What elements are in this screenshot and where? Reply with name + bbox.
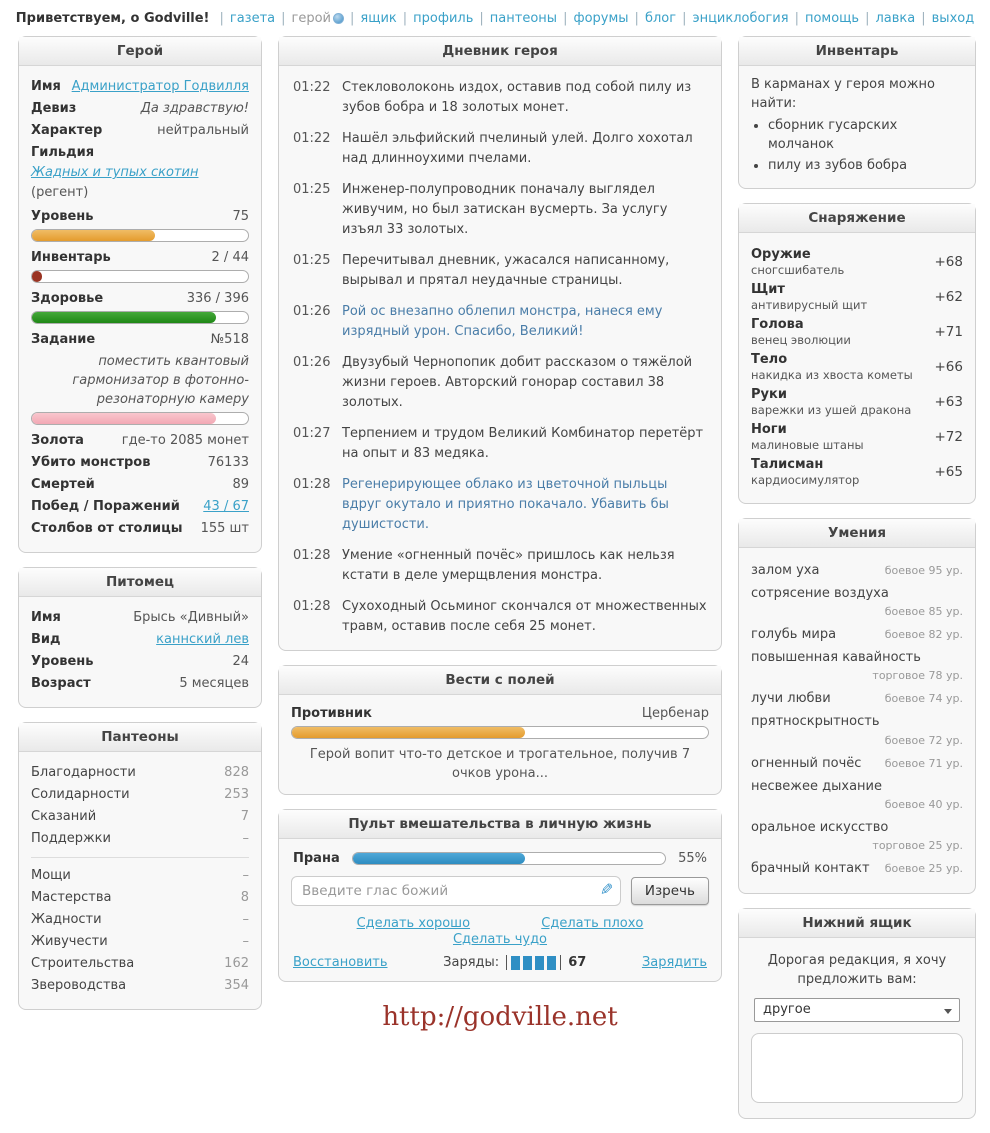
hero-level-row [31,207,249,227]
equipment-bonus: +72 [934,429,963,445]
hero-name-row [31,77,249,97]
equipment-bonus: +63 [934,394,963,410]
pantheon-row [31,954,249,974]
diary-entry-text: Стекловолоконь издох, оставив под собой пилу из зубов бобра и 18 золотых монет. [342,80,692,115]
control-panel-title: Пульт вмешательства в личную жизнь [279,810,721,839]
equipment-bonus: +68 [934,254,963,270]
influence-links-row [321,916,679,931]
hero-deaths-value: 89 [232,477,249,492]
hero-deaths-label: Смертей [31,477,95,492]
nav-item [213,11,275,26]
skill-row [751,625,963,644]
charges-row [293,955,707,970]
diary-entry-text: Умение «огненный почёс» пришлось как нельзя кстати в деле умерщвления монстра. [342,548,675,583]
do-good-link[interactable]: Сделать хорошо [356,916,471,931]
pet-age-label: Возраст [31,676,91,691]
skill-level: боевое 74 ур. [884,692,963,705]
pantheon-name: Благодарности [31,765,136,780]
diary-entry [293,302,707,342]
pantheon-value: – [242,912,249,927]
equipment-panel-title: Снаряжение [739,204,975,233]
pet-breed-link[interactable]: каннский лев [156,632,249,647]
pantheons-primary-list [31,763,249,849]
right-column [738,36,976,1133]
level-progressbar [31,229,249,242]
diary-entry-text: Перечитывал дневник, ужасался написанному, вырывал и прятал неудачные страницы. [342,253,670,288]
pantheon-name: Солидарности [31,787,130,802]
pantheon-row [31,932,249,952]
nav-item [473,11,557,26]
diary-entry [293,546,707,586]
equipment-item: антивирусный щит [751,298,868,312]
nav-list [213,11,974,26]
enemy-row [291,704,709,724]
pantheon-row [31,785,249,805]
top-nav [0,0,990,34]
skill-row [751,584,963,621]
pet-level-value: 24 [232,654,249,669]
skill-level: боевое 71 ур. [884,757,963,770]
hero-health-value: 336 / 396 [186,291,249,306]
diary-entry-text: Двузубый Чернопопик добит рассказом о тяжёлой жизни героев. Авторский гонорар составил 38 золотых. [342,355,693,410]
nav-item [275,11,344,26]
control-panel [278,809,722,982]
equipment-row [751,282,963,312]
hero-quest-label: Задание [31,332,96,347]
prana-row [293,851,707,866]
hero-duels-row [31,497,249,517]
greeting-text: Приветствуем, о Godville! [15,11,210,26]
diary-panel [278,36,722,651]
nav-item [557,11,628,26]
guild-rank: (регент) [31,185,89,200]
pantheon-name: Мощи [31,868,71,883]
equipment-slot: Талисман [751,457,824,472]
skill-name: повышенная кавайность [751,650,921,665]
charges-meter [506,955,561,970]
pantheon-row [31,866,249,886]
diary-entry [293,180,707,240]
enemy-health-progressbar [291,726,709,739]
equipment-slot: Голова [751,317,804,332]
diary-entry-text: Инженер-полупроводник поначалу выглядел живучим, но был затискан вусмерть. За услугу изъял 33 золотых. [342,182,668,237]
diary-entries [279,66,721,650]
hero-health-row [31,289,249,309]
battle-panel [278,665,722,795]
site-link[interactable]: http://godville.net [382,1002,618,1032]
hero-guild-label: Гильдия [31,145,95,160]
equipment-panel [738,203,976,504]
nav-item-label[interactable]: профиль [413,11,474,26]
pantheon-value: – [242,868,249,883]
skills-panel [738,518,976,894]
diary-panel-title: Дневник героя [279,37,721,66]
pantheon-value[interactable]: 828 [224,765,249,780]
hero-duels-label: Побед / Поражений [31,499,180,514]
pantheons-divider [31,857,249,858]
nav-item [629,11,677,26]
enemy-name: Цербенар [641,706,709,721]
pantheon-name: Поддержки [31,831,111,846]
diary-entry-time: 01:28 [293,477,331,492]
nav-item-label[interactable]: энциклобогия [692,11,789,26]
diary-entry-text: Сухоходный Осьминог скончался от множественных травм, оставив после себя 25 монет. [342,599,707,634]
skill-row [751,777,963,814]
diary-entry-time: 01:26 [293,355,331,370]
battle-status-text: Герой вопит что-то детское и трогательное, получив 7 очков урона... [309,747,691,781]
equipment-slot: Оружие [751,247,811,262]
equipment-row [751,352,963,382]
prana-label: Прана [293,851,340,866]
nav-item [344,11,397,26]
skill-level: боевое 85 ур. [884,605,963,618]
nav-item [397,11,474,26]
pantheons-panel [18,722,262,1010]
pantheon-name: Строительства [31,956,135,971]
skill-row [751,818,963,855]
pet-age-row [31,674,249,694]
skill-name: огненный почёс [751,756,862,771]
hero-name-label: Имя [31,79,61,94]
prana-progressbar [352,852,666,865]
pantheon-name: Сказаний [31,809,97,824]
inventory-intro: В карманах у героя можно найти: [751,77,935,111]
pantheon-row [31,763,249,783]
skill-name: оральное искусство [751,820,889,835]
hero-health-label: Здоровье [31,291,104,306]
suggestion-panel-title: Нижний ящик [739,909,975,938]
inventory-panel [738,36,976,189]
pantheon-row [31,910,249,930]
nav-item [789,11,860,26]
equipment-slot: Тело [751,352,788,367]
diary-entry [293,475,707,535]
nav-item-label[interactable]: лавка [875,11,916,26]
skill-row [751,561,963,580]
charges-label: Заряды: [443,955,500,970]
diary-entry-time: 01:26 [293,304,331,319]
equipment-item: кардиосимулятор [751,473,860,487]
miracle-link[interactable]: Сделать чудо [452,932,548,947]
suggestion-prompt: Дорогая редакция, я хочу предложить вам: [767,953,947,987]
pantheons-secondary-list [31,866,249,996]
diary-entry [293,129,707,169]
pet-name-value: Брысь «Дивный» [133,610,249,625]
diary-entry [293,424,707,464]
pantheon-row [31,807,249,827]
hero-inventory-value: 2 / 44 [211,250,249,265]
speak-button[interactable]: Изречь [631,877,709,905]
hero-kills-value: 76133 [207,455,249,470]
hero-panel [18,36,262,553]
skill-name: несвежее дыхание [751,779,883,794]
duels-link[interactable]: 43 / 67 [203,499,249,514]
hero-name-link[interactable]: Администратор Годвилля [71,79,249,94]
nav-item [915,11,974,26]
skill-row [751,754,963,773]
equipment-item: сногсшибатель [751,263,845,277]
pantheon-value: – [242,934,249,949]
main-columns [0,34,990,1133]
nav-item-label[interactable]: блог [644,11,677,26]
pantheon-row [31,829,249,849]
quill-icon[interactable]: ✎ [599,880,613,899]
chevron-down-icon [944,1009,952,1014]
inventory-item: • сборник гусарских молчанок [768,116,963,154]
hero-level-value: 75 [232,209,249,224]
hero-motto-label: Девиз [31,101,77,116]
miracle-row [291,932,709,947]
equipment-row [751,247,963,277]
do-bad-link[interactable]: Сделать плохо [541,916,644,931]
diary-entry-time: 01:27 [293,426,331,441]
skills-list [739,548,975,893]
equipment-slot: Щит [751,282,785,297]
nav-item [676,11,789,26]
skill-level: боевое 72 ур. [884,734,963,747]
skill-name: брачный контакт [751,861,870,876]
pantheon-name: Звероводства [31,978,127,993]
skill-row [751,712,963,750]
suggestion-textarea[interactable] [751,1033,963,1103]
equipment-item: варежки из ушей дракона [751,403,912,417]
skill-level: боевое 95 ур. [884,564,963,577]
skill-level: боевое 40 ур. [884,798,963,811]
health-progressbar [31,311,249,324]
pantheon-name: Мастерства [31,890,112,905]
hero-miles-value: 155 шт [200,521,249,536]
skill-level: боевое 82 ур. [884,628,963,641]
hero-guild-row [31,143,249,203]
equipment-row [751,422,963,452]
skills-panel-title: Умения [739,519,975,548]
hero-nature-label: Характер [31,123,103,138]
nav-item-label[interactable]: ящик [360,11,397,26]
nav-item-label[interactable]: пантеоны [489,11,558,26]
diary-entry [293,353,707,413]
nav-item-label[interactable]: помощь [804,11,860,26]
hero-deaths-row [31,475,249,495]
god-voice-input[interactable] [291,876,621,906]
suggestion-panel [738,908,976,1119]
nav-item-label[interactable]: форумы [573,11,629,26]
nav-hero-dot-icon [333,13,344,24]
hero-miles-row [31,519,249,539]
hero-miles-label: Столбов от столицы [31,521,183,536]
hero-gold-row [31,431,249,451]
equipment-item: малиновые штаны [751,438,864,452]
pet-panel-title: Питомец [19,568,261,597]
equipment-row [751,457,963,487]
nav-item [859,11,915,26]
diary-entry-time: 01:25 [293,182,331,197]
equipment-bonus: +66 [934,359,963,375]
hero-gold-label: Золота [31,433,84,448]
hero-inventory-label: Инвентарь [31,250,111,265]
hero-motto-row [31,99,249,119]
diary-entry-time: 01:22 [293,131,331,146]
skill-name: голубь мира [751,627,837,642]
pet-level-label: Уровень [31,654,94,669]
pantheon-name: Жадности [31,912,102,927]
inventory-list [768,116,963,175]
skill-row [751,689,963,708]
suggestion-select[interactable] [754,998,960,1022]
diary-entry [293,78,707,118]
pet-kind-row [31,630,249,650]
hero-kills-label: Убито монстров [31,455,151,470]
pet-name-row [31,608,249,628]
skill-name: сотрясение воздуха [751,586,889,601]
equipment-row [751,387,963,417]
equipment-row [751,317,963,347]
pantheon-value[interactable]: 162 [224,956,249,971]
hero-motto-value: Да здравствую! [140,101,249,116]
guild-link[interactable]: Жадных и тупых скотин [31,165,199,180]
skill-level: торговое 25 ур. [872,839,963,852]
skill-level: боевое 25 ур. [884,862,963,875]
pantheon-value[interactable]: 253 [224,787,249,802]
equipment-slot: Ноги [751,422,787,437]
quest-text: поместить квантовый гармонизатор в фотонно-резонаторную камеру [72,354,249,407]
equipment-item: венец эволюции [751,333,851,347]
diary-entry-time: 01:28 [293,548,331,563]
diary-entry-text: Рой ос внезапно облепил монстра, нанеся ему изрядный урон. Спасибо, Великий! [342,304,663,339]
hero-quest-row [31,330,249,350]
diary-entry-text: Регенерирующее облако из цветочной пыльцы вдруг окутало и приятно покачало. Убавить бы душистости. [342,477,669,532]
skill-level: торговое 78 ур. [872,669,963,682]
middle-column [278,36,722,1032]
diary-entry-time: 01:28 [293,599,331,614]
quest-progressbar [31,412,249,425]
pantheons-panel-title: Пантеоны [19,723,261,752]
pet-age-value: 5 месяцев [179,676,249,691]
enemy-label: Противник [291,706,372,721]
pantheon-row [31,888,249,908]
diary-entry [293,597,707,637]
left-column [18,36,262,1024]
hero-nature-value: нейтральный [157,123,249,138]
equipment-bonus: +71 [934,324,963,340]
diary-entry-text: Терпением и трудом Великий Комбинатор перетёрт на опыт и 83 медяка. [342,426,704,461]
pantheon-row [31,976,249,996]
diary-entry-time: 01:22 [293,80,331,95]
skill-name: прятноскрытность [751,714,880,729]
suggestion-select-value: другое [763,1002,811,1017]
diary-entry-text: Нашёл эльфийский пчелиный улей. Долго хохотал над длинноухими пчелами. [342,131,693,166]
pet-name-label: Имя [31,610,61,625]
pet-kind-label: Вид [31,632,61,647]
equipment-bonus: +62 [934,289,963,305]
hero-kills-row [31,453,249,473]
hero-gold-value: где-то 2085 монет [121,433,249,448]
equipment-item: накидка из хвоста кометы [751,368,913,382]
pantheon-name: Живучести [31,934,108,949]
inventory-panel-title: Инвентарь [739,37,975,66]
hero-panel-title: Герой [19,37,261,66]
pantheon-value[interactable]: 7 [240,809,249,824]
hero-quest-number: №518 [210,332,249,347]
skill-name: залом уха [751,563,820,578]
pet-level-row [31,652,249,672]
voice-row [291,876,709,906]
charges-count: 67 [568,955,587,970]
inventory-progressbar [31,270,249,283]
skill-name: лучи любви [751,691,831,706]
prana-percent: 55% [678,851,707,866]
skill-row [751,648,963,685]
nav-item-label[interactable]: выход [931,11,975,26]
restore-link[interactable]: Восстановить [293,955,388,970]
battle-panel-title: Вести с полей [279,666,721,695]
skill-row [751,859,963,878]
equipment-slot: Руки [751,387,787,402]
recharge-link[interactable]: Зарядить [641,955,707,970]
equipment-list [739,233,975,503]
hero-inventory-row [31,248,249,268]
pantheon-value[interactable]: 354 [224,978,249,993]
pantheon-value[interactable]: 8 [240,890,249,905]
hero-nature-row [31,121,249,141]
pet-panel [18,567,262,708]
pantheon-value: – [242,831,249,846]
equipment-bonus: +65 [934,464,963,480]
inventory-item: • пилу из зубов бобра [768,156,963,175]
diary-entry [293,251,707,291]
hero-level-label: Уровень [31,209,94,224]
nav-item-label[interactable]: газета [229,11,276,26]
diary-entry-time: 01:25 [293,253,331,268]
nav-item-label: герой [291,11,331,26]
